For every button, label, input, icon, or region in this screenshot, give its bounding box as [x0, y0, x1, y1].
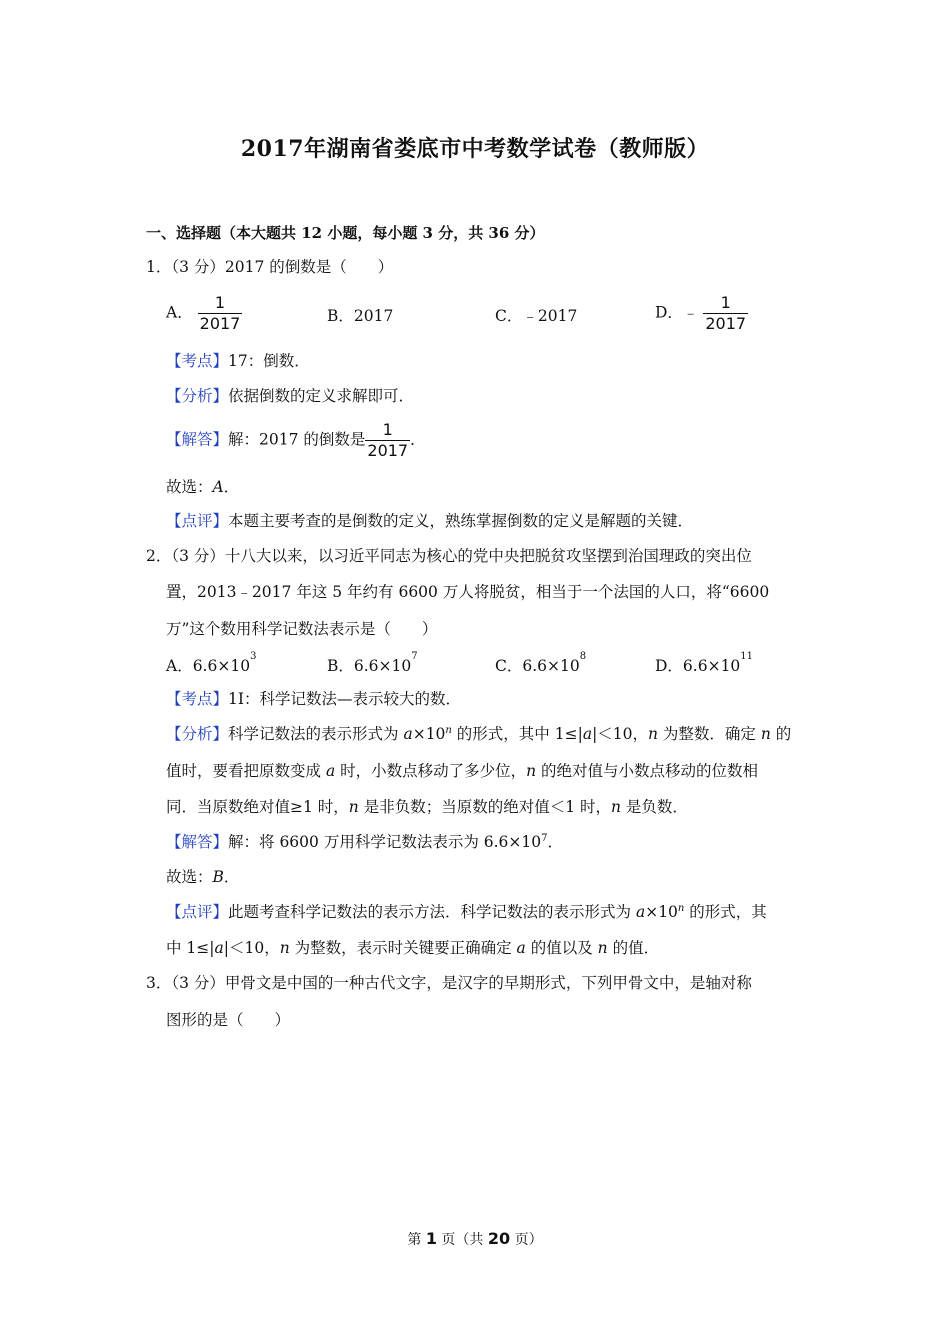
- section-heading: 一、选择题（本大题共 12 小题，每小题 3 分，共 36 分）: [146, 224, 545, 242]
- q2-kaodian: [166, 689, 461, 709]
- q1-option-b: B．2017: [327, 307, 394, 325]
- math-exponent: n: [445, 725, 452, 736]
- q2-answer: [166, 867, 239, 887]
- q1-option-d: [655, 294, 748, 333]
- math-var: n: [648, 725, 658, 743]
- page-footer: [0, 1229, 950, 1249]
- math-var: n: [526, 762, 537, 780]
- q2-kaodian-text: 1I：科学记数法—表示较大的数．: [228, 690, 462, 708]
- q2-stem-line2: 置，2013﹣2017 年这 5 年约有 6600 万人将脱贫，相当于一个法国的人口，将“6600: [166, 583, 770, 601]
- q2-option-b: [327, 651, 418, 676]
- tag-jieda: 【解答】: [166, 430, 229, 449]
- q2-option-c-text: C．6.6×10: [495, 657, 580, 675]
- math-var: a: [325, 762, 336, 780]
- q1-kaodian: [166, 351, 310, 371]
- q1-stem: 1．（3 分）2017 的倒数是（ ）: [146, 258, 394, 276]
- text-run: ×10: [645, 903, 678, 921]
- fraction-denominator: 2017: [199, 314, 241, 333]
- text-run: ×10: [412, 725, 446, 743]
- q1-fenxi: [166, 386, 414, 406]
- q1-dianping-text: 本题主要考查的是倒数的定义，熟练掌握倒数的定义是解题的关键．: [228, 512, 694, 530]
- q2-answer-end: ．: [223, 868, 240, 886]
- text-run: 此题考查科学记数法的表示方法．科学记数法的表示形式为: [228, 903, 636, 921]
- q2-option-b-text: B．6.6×10: [327, 657, 412, 675]
- text-run: 时，小数点移动了多少位，: [335, 762, 527, 780]
- q2-answer-prefix: 故选：: [166, 868, 213, 886]
- math-var: a: [516, 939, 526, 957]
- tag-jieda: 【解答】: [166, 833, 229, 851]
- text-run: 是负数．: [620, 798, 688, 816]
- text-run: 是非负数；当原数的绝对值＜1 时，: [358, 798, 611, 816]
- q1-answer-end: ．: [223, 478, 240, 496]
- math-var: n: [597, 939, 608, 957]
- q1-option-a-label: A．: [166, 303, 193, 322]
- q1-answer: [166, 477, 239, 497]
- q2-stem-line3: 万”这个数用科学记数法表示是（ ）: [166, 620, 438, 638]
- q1-answer-prefix: 故选：: [166, 478, 213, 496]
- q2-option-a-text: A．6.6×10: [166, 657, 251, 675]
- q1-jieda-text: 解：2017 的倒数是: [228, 430, 366, 449]
- text-run: 为整数，表示时关键要正确确定: [289, 939, 517, 957]
- math-var: a: [403, 725, 413, 743]
- q1-jieda: [166, 421, 426, 460]
- tag-fenxi: 【分析】: [166, 725, 229, 743]
- tag-dianping: 【点评】: [166, 903, 229, 921]
- footer-total-pages: 20: [487, 1229, 511, 1248]
- q1-kaodian-text: 17：倒数．: [228, 352, 310, 370]
- tag-fenxi: 【分析】: [166, 387, 229, 405]
- math-var: n: [760, 725, 771, 743]
- q2-fenxi-line3: [166, 797, 688, 817]
- q1-option-d-fraction: [703, 294, 748, 333]
- tag-kaodian: 【考点】: [166, 690, 229, 708]
- math-var: a: [635, 903, 646, 921]
- text-run: 科学记数法的表示形式为: [228, 725, 404, 743]
- fraction-numerator: 1: [382, 420, 393, 439]
- q2-fenxi-line2: [166, 761, 758, 781]
- q1-fenxi-text: 依据倒数的定义求解即可．: [228, 387, 415, 405]
- q2-fenxi-line1: [166, 724, 791, 744]
- math-var: a: [582, 725, 593, 743]
- q1-dianping: [166, 511, 693, 531]
- text-run: 的形式，其中 1≤|: [451, 725, 583, 743]
- math-exponent: n: [677, 903, 685, 914]
- fraction-denominator: 2017: [705, 314, 747, 333]
- text-run: |＜10，: [592, 725, 649, 743]
- q3-stem-line1: 3．（3 分）甲骨文是中国的一种古代文字，是汉字的早期形式，下列甲骨文中，是轴对称: [146, 974, 752, 992]
- text-run: 的绝对值与小数点移动的位数相: [536, 762, 759, 780]
- q1-option-a: [166, 294, 242, 333]
- q2-answer-letter: B: [212, 868, 224, 886]
- page-title: 2017年湖南省娄底市中考数学试卷（教师版）: [240, 136, 710, 162]
- q2-jieda-text: 解：将 6600 万用科学记数法表示为 6.6×10: [228, 833, 542, 851]
- q2-option-d: [655, 651, 754, 676]
- q2-option-d-exponent: 11: [740, 651, 754, 662]
- math-var: n: [610, 798, 621, 816]
- text-run: |＜10，: [223, 939, 280, 957]
- fraction-numerator: 1: [214, 293, 226, 312]
- q1-option-c: C．﹣2017: [495, 307, 578, 325]
- q2-dianping-line2: [166, 938, 659, 958]
- q1-jieda-fraction: [365, 421, 410, 460]
- footer-page-number: 1: [425, 1229, 437, 1248]
- text-run: 的: [770, 725, 792, 743]
- math-var: n: [279, 939, 290, 957]
- text-run: 同．当原数绝对值≥1 时，: [166, 798, 349, 816]
- tag-kaodian: 【考点】: [166, 352, 229, 370]
- text-run: 的值．: [607, 939, 660, 957]
- math-var: n: [348, 798, 359, 816]
- q1-option-a-fraction: [198, 294, 243, 333]
- q1-answer-letter: A: [212, 478, 224, 496]
- text-run: 中 1≤|: [166, 939, 215, 957]
- footer-prefix: 第: [407, 1232, 426, 1248]
- footer-suffix: 页）: [510, 1232, 543, 1248]
- q2-jieda-exponent: 7: [541, 833, 548, 844]
- q2-option-c-exponent: 8: [579, 651, 587, 662]
- fraction-numerator: 1: [720, 293, 731, 312]
- q2-dianping-line1: [166, 902, 767, 922]
- tag-dianping: 【点评】: [166, 512, 229, 530]
- q2-jieda-end: ．: [547, 833, 563, 851]
- text-run: 的值以及: [525, 939, 598, 957]
- q1-jieda-end: ．: [410, 430, 426, 449]
- text-run: 为整数．确定: [658, 725, 761, 743]
- q2-option-a: [166, 651, 257, 676]
- text-run: 的形式，其: [684, 903, 767, 921]
- text-run: 值时，要看把原数变成: [166, 762, 326, 780]
- math-var: a: [214, 939, 224, 957]
- q2-option-d-text: D．6.6×10: [655, 657, 741, 675]
- q3-stem-line2: 图形的是（ ）: [166, 1011, 291, 1029]
- fraction-denominator: 2017: [367, 441, 409, 460]
- q2-stem-line1: 2．（3 分）十八大以来，以习近平同志为核心的党中央把脱贫攻坚摆到治国理政的突出位: [146, 547, 752, 565]
- q1-option-d-label: D．﹣: [655, 303, 699, 322]
- q2-option-b-exponent: 7: [411, 651, 418, 662]
- footer-middle: 页（共: [436, 1232, 488, 1248]
- q2-option-c: [495, 651, 587, 676]
- q2-option-a-exponent: 3: [250, 651, 257, 662]
- q2-jieda: [166, 832, 563, 852]
